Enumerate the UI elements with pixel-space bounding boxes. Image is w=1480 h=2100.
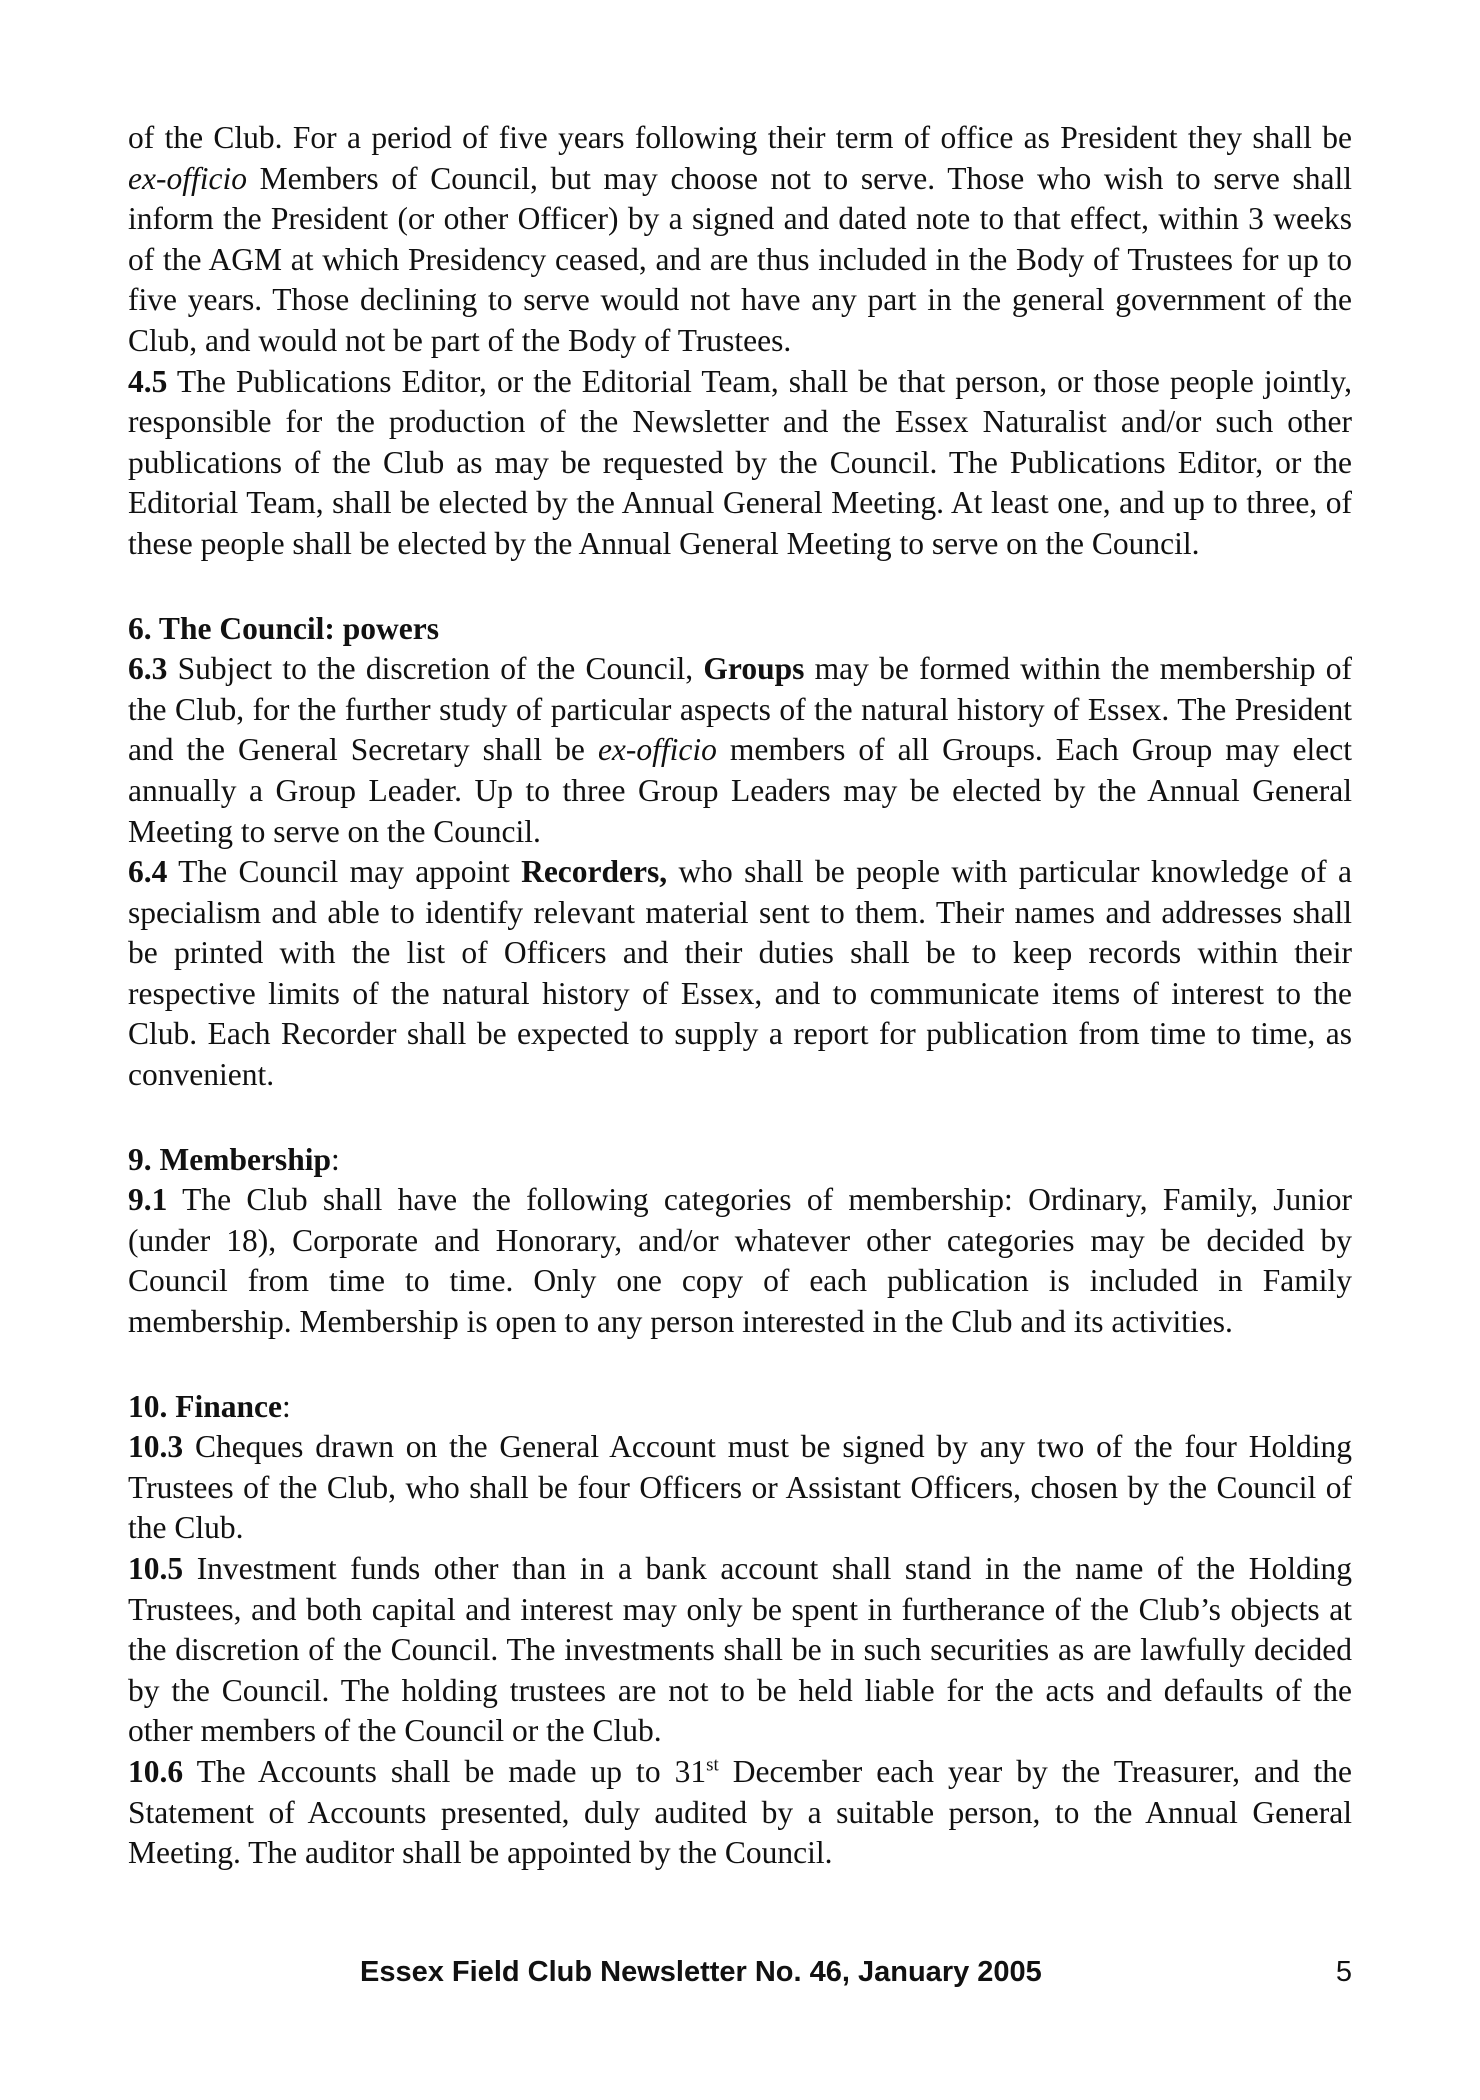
clause-text: The Council may appoint bbox=[167, 854, 522, 890]
section-heading-membership bbox=[128, 1140, 1352, 1181]
text: Members of Council, but may choose not to serve. Those who wish to serve shall inform the President (or other Officer) by a signed and dated note to that effect, within 3 weeks of the AGM at which Presidency ceased, and are thus included in the Body of Trustees for up to five years. Those declining to serve would not have any part in the general government of the Club, and would not be part of the Body of Trustees. bbox=[128, 160, 1352, 358]
clause-10-3 bbox=[128, 1427, 1352, 1549]
section-number: 9 bbox=[128, 1141, 144, 1177]
clause-number: 10.3 bbox=[128, 1429, 184, 1465]
clause-6-3 bbox=[128, 649, 1352, 852]
clause-text: who shall be people with particular knowledge of a specialism and able to identify relevant material sent to them. Their names and addresses shall be printed with the list of Officers and their duties shall be to keep records within their respective limits of the natural history of Essex, and to communicate items of interest to the Club. Each Recorder shall be expected to supply a report for publication from time to time, as convenient. bbox=[128, 854, 1352, 1093]
clause-text: The Club shall have the following categories of membership: Ordinary, Family, Junior (under 18), Corporate and Honorary, and/or whatever other categories may be decided by Council from time to time. Only one copy of each publication is included in Family membership. Membership is open to any person interested in the Club and its activities. bbox=[128, 1182, 1352, 1340]
section-title-rest: : bbox=[330, 1141, 340, 1177]
newsletter-title: Essex Field Club Newsletter No. 46, January 2005 bbox=[360, 1956, 1042, 1988]
section-title: . Finance bbox=[159, 1388, 282, 1424]
section-heading-finance bbox=[128, 1387, 1352, 1428]
spacer bbox=[128, 1096, 1352, 1140]
text: of the Club. For a period of five years following their term of office as President they shall be bbox=[128, 120, 1352, 155]
clause-6-4 bbox=[128, 852, 1352, 1096]
section-title: The Council bbox=[151, 610, 325, 646]
spacer bbox=[128, 1343, 1352, 1387]
section-title-rest: : powers bbox=[324, 610, 439, 646]
section-title-rest: : bbox=[282, 1388, 291, 1424]
bold-term: Groups bbox=[703, 651, 805, 687]
bold-term: Recorders, bbox=[521, 854, 668, 890]
clause-text: The Publications Editor, or the Editorial Team, shall be that person, or those people jointly, responsible for the production of the Newsletter and the Essex Naturalist and/or such other publications of the Club as may be requested by the Council. The Publications Editor, or the Editorial Team, shall be elected by the Annual General Meeting. At least one, and up to three, of these people shall be elected by the Annual General Meeting to serve on the Council. bbox=[128, 363, 1352, 561]
clause-10-5 bbox=[128, 1549, 1352, 1752]
clause-text: December each year by the Treasurer, and the Statement of Accounts presented, duly audited by a suitable person, to the Annual General Meeting. The auditor shall be appointed by the Council. bbox=[128, 1753, 1353, 1871]
clause-number: 4.5 bbox=[128, 363, 168, 399]
clause-text: members of all Groups. Each Group may elect annually a Group Leader. Up to three Group Leaders may be elected by the Annual General Meeting to serve on the Council. bbox=[128, 732, 1353, 849]
italic-text: ex-officio bbox=[128, 160, 247, 196]
clause-text: may be formed within the membership of the Club, for the further study of particular aspects of the natural history of Essex. The President and the General Secretary shall be bbox=[128, 651, 1352, 768]
clause-9-1 bbox=[128, 1180, 1352, 1342]
clause-number: 10.5 bbox=[128, 1551, 184, 1586]
clause-number: 6.3 bbox=[128, 651, 168, 687]
italic-text: ex-officio bbox=[597, 732, 717, 768]
section-number: 10 bbox=[128, 1388, 160, 1424]
page-footer bbox=[128, 1956, 1352, 2000]
spacer bbox=[128, 565, 1352, 609]
section-heading-council-powers bbox=[128, 609, 1352, 650]
page-body bbox=[128, 118, 1352, 1874]
clause-text: Subject to the discretion of the Council, bbox=[167, 651, 704, 687]
clause-text: Cheques drawn on the General Account must be signed by any two of the four Holding Trustees of the Club, who shall be four Officers or Assistant Officers, chosen by the Council of the Club. bbox=[128, 1429, 1352, 1546]
clause-number: 10.6 bbox=[128, 1753, 184, 1789]
page-number: 5 bbox=[1335, 1956, 1352, 1988]
ordinal-superscript: st bbox=[706, 1754, 719, 1776]
clause-10-6 bbox=[128, 1752, 1352, 1874]
clause-text: The Accounts shall be made up to 31 bbox=[183, 1753, 707, 1789]
clause-number: 6.4 bbox=[128, 854, 168, 890]
paragraph-4-4-continued bbox=[128, 118, 1352, 362]
clause-4-5 bbox=[128, 362, 1352, 565]
clause-number: 9.1 bbox=[128, 1182, 168, 1218]
section-number: 6. bbox=[128, 610, 152, 646]
section-title: . Membership bbox=[143, 1141, 331, 1177]
clause-text: Investment funds other than in a bank account shall stand in the name of the Holding Trustees, and both capital and interest may only be spent in furtherance of the Club’s objects at the discretion of the Council. The investments shall be in such securities as are lawfully decided by the Council. The holding trustees are not to be held liable for the acts and defaults of the other members of the Council or the Club. bbox=[128, 1551, 1352, 1749]
